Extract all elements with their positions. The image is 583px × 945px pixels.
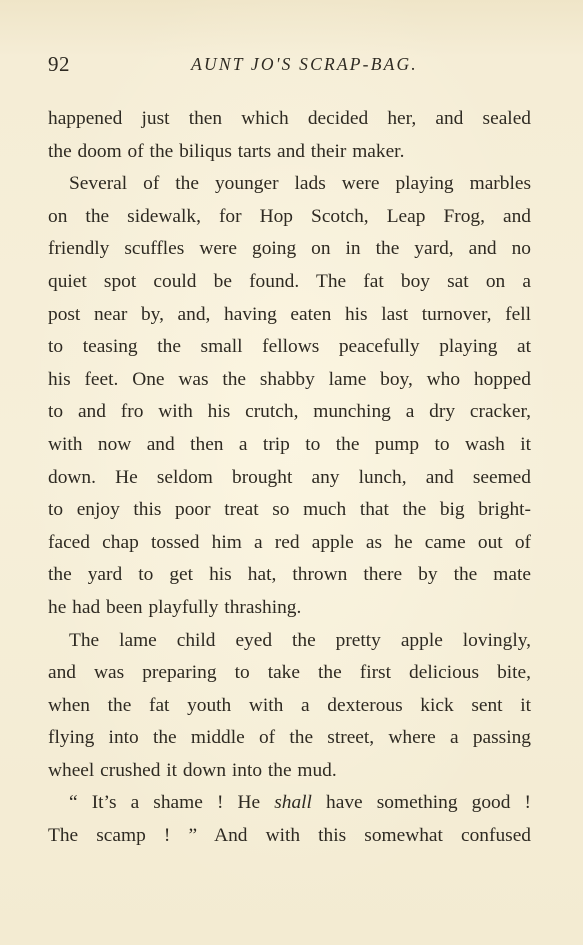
text-line: his feet. One was the shabby lame boy, who hopped (48, 368, 531, 390)
text-line: friendly scuffles were going on in the yard, and no (48, 238, 531, 260)
text-line: the yard to get his hat, thrown there by the mate (48, 564, 531, 586)
page-header (48, 52, 531, 84)
text-line: on the sidewalk, for Hop Scotch, Leap Frog, and (48, 205, 531, 227)
running-title: AUNT JO'S SCRAP-BAG. (191, 54, 418, 74)
text-line: and was preparing to take the first delicious bite, (48, 662, 531, 684)
emphasis-shall: shall (274, 792, 312, 814)
text-line: The scamp ! ” And with this somewhat confused (48, 825, 531, 847)
text-line: he had been playfully thrashing. (48, 596, 302, 618)
text-line: to and fro with his crutch, munching a dry cracker, (48, 401, 531, 423)
quote-end: have something good ! (311, 792, 531, 814)
page-number: 92 (48, 52, 70, 76)
text-line: post near by, and, having eaten his last turnover, fell (48, 303, 531, 325)
text-line: down. He seldom brought any lunch, and seemed (48, 466, 531, 488)
body-text (48, 103, 531, 853)
text-line: to teasing the small fellows peacefully playing at (48, 336, 531, 358)
text-line: when the fat youth with a dexterous kick sent it (48, 694, 531, 716)
text-line: quiet spot could be found. The fat boy sat on a (48, 270, 531, 292)
text-line: wheel crushed it down into the mud. (48, 759, 337, 781)
quote-start: “ It’s a shame ! He (69, 792, 275, 814)
text-line: The lame child eyed the pretty apple lovingly, (69, 629, 531, 651)
text-line: Several of the younger lads were playing marbles (69, 173, 531, 195)
text-line (48, 787, 531, 820)
text-line: faced chap tossed him a red apple as he came out of (48, 531, 531, 553)
text-line: happened just then which decided her, and sealed (48, 108, 531, 129)
text-line: flying into the middle of the street, where a passing (48, 727, 531, 749)
text-line: with now and then a trip to the pump to wash it (48, 433, 531, 455)
text-line: to enjoy this poor treat so much that the big bright- (48, 499, 531, 521)
text-line: the doom of the biliqus tarts and their maker. (48, 140, 405, 162)
